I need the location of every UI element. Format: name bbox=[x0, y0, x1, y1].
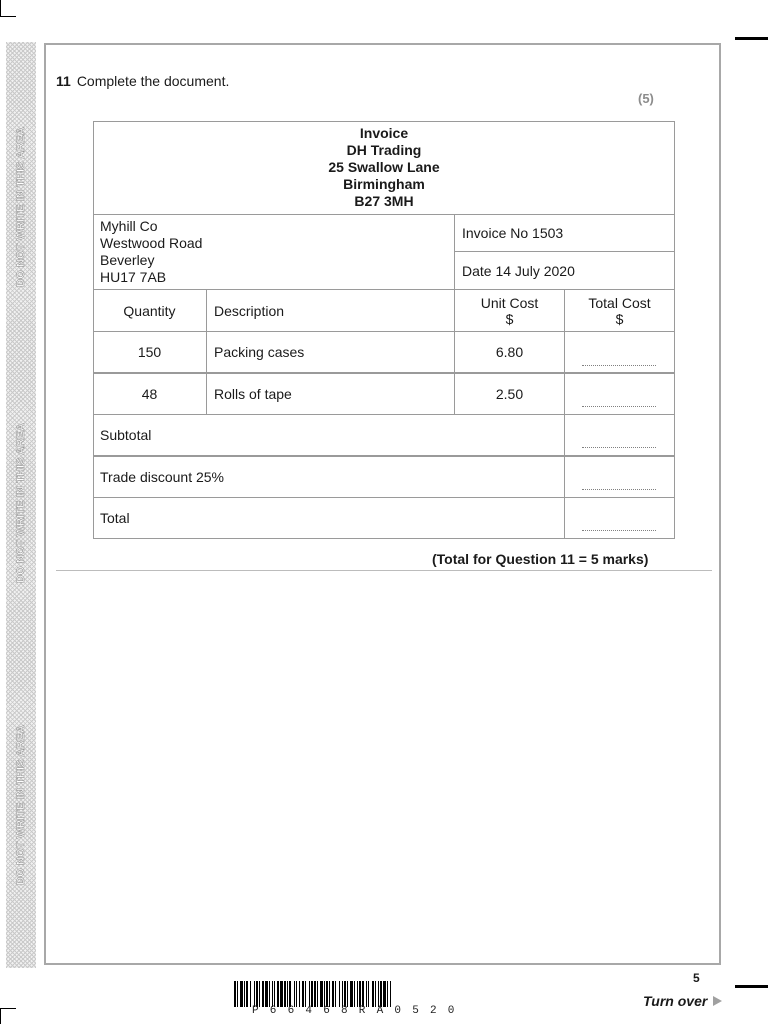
vrule-address bbox=[454, 214, 455, 289]
customer-postcode: HU17 7AB bbox=[100, 269, 167, 285]
item-2-quantity: 48 bbox=[141, 386, 158, 402]
customer-town: Beverley bbox=[100, 252, 155, 268]
question-marks: (5) bbox=[638, 91, 654, 106]
page-number: 5 bbox=[693, 971, 700, 985]
question-number: 11 bbox=[56, 73, 71, 89]
crop-mark-right-bottom bbox=[735, 985, 768, 988]
item-1-quantity: 150 bbox=[137, 344, 162, 360]
subtotal-label: Subtotal bbox=[100, 427, 152, 443]
item-1-description: Packing cases bbox=[214, 344, 305, 360]
crop-mark-bottom-left bbox=[0, 1008, 1, 1024]
customer-street: Westwood Road bbox=[100, 235, 203, 251]
invoice-table bbox=[93, 121, 675, 539]
item-1-total-answer[interactable] bbox=[582, 365, 656, 366]
question-end-rule bbox=[56, 570, 712, 571]
supplier-postcode: B27 3MH bbox=[354, 193, 414, 209]
item-1-unit-cost: 6.80 bbox=[495, 344, 524, 360]
arrow-right-icon bbox=[713, 996, 722, 1006]
subtotal-answer[interactable] bbox=[582, 447, 656, 448]
question-prompt: Complete the document. bbox=[76, 73, 230, 89]
turn-over-label: Turn over bbox=[643, 993, 708, 1009]
customer-name: Myhill Co bbox=[100, 218, 158, 234]
total-label: Total bbox=[100, 510, 130, 526]
margin-label-top: DO NOT WRITE IN THIS AREA bbox=[15, 127, 28, 287]
crop-mark-top-left bbox=[0, 0, 1, 16]
crop-mark-top-left-h bbox=[0, 16, 16, 17]
supplier-street: 25 Swallow Lane bbox=[328, 159, 440, 175]
question-line bbox=[56, 73, 229, 89]
invoice-title: Invoice bbox=[359, 125, 409, 141]
barcode bbox=[234, 981, 534, 1007]
supplier-name: DH Trading bbox=[346, 142, 422, 158]
crop-mark-bottom-left-h bbox=[0, 1008, 16, 1009]
discount-answer[interactable] bbox=[582, 489, 656, 490]
barcode-text: P66468RA0520 bbox=[252, 1005, 466, 1017]
item-2-description: Rolls of tape bbox=[214, 386, 292, 402]
border-bottom bbox=[93, 538, 675, 539]
margin-label-middle: DO NOT WRITE IN THIS AREA bbox=[15, 423, 28, 583]
col-description: Description bbox=[214, 302, 285, 319]
col-total-cost: Total Cost $ bbox=[588, 294, 651, 327]
customer-address bbox=[100, 217, 450, 287]
vrule-quantity bbox=[206, 289, 207, 415]
col-unit-cost: Unit Cost $ bbox=[480, 294, 539, 327]
item-2-unit-cost: 2.50 bbox=[495, 386, 524, 402]
invoice-number: Invoice No 1503 bbox=[462, 225, 564, 241]
supplier-city: Birmingham bbox=[343, 176, 425, 192]
col-quantity: Quantity bbox=[123, 302, 176, 319]
barcode-bar bbox=[391, 981, 393, 1007]
invoice-date: Date 14 July 2020 bbox=[462, 262, 575, 279]
item-2-total-answer[interactable] bbox=[582, 406, 656, 407]
margin-label-bottom: DO NOT WRITE IN THIS AREA bbox=[15, 725, 28, 885]
invoice-header bbox=[93, 121, 675, 214]
discount-label: Trade discount 25% bbox=[100, 469, 224, 485]
total-answer[interactable] bbox=[582, 530, 656, 531]
crop-mark-right-top bbox=[735, 37, 768, 40]
question-total: (Total for Question 11 = 5 marks) bbox=[432, 551, 649, 567]
turn-over bbox=[643, 993, 722, 1009]
